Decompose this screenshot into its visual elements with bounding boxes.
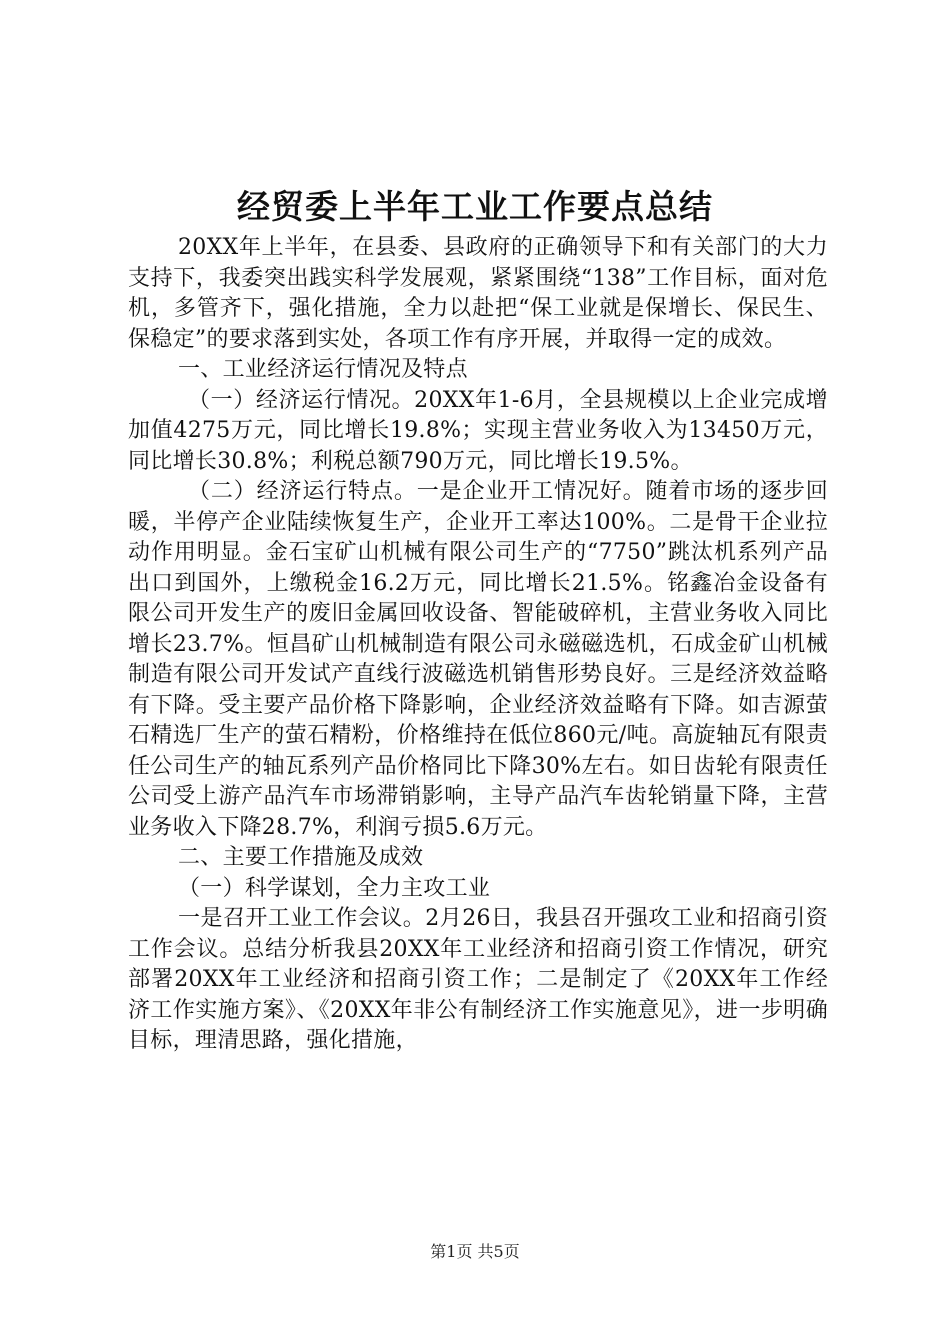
paragraph-operation-features: （二）经济运行特点。一是企业开工情况好。随着市场的逐步回暖，半停产企业陆续恢复生产，企业开工率达100%。二是骨干企业拉动作用明显。金石宝矿山机械有限公司生产的“7750”跳汰机系列产品出口到国外，上缴税金16.2万元，同比增长21.5%。铭鑫冶金设备有限公司开发生产的废旧金属回收设备、智能破碎机，主营业务收入同比增长23.7%。恒昌矿山机械制造有限公司永磁磁选机，石成金矿山机械制造有限公司开发试产直线行波磁选机销售形势良好。三是经济效益略有下降。受主要产品价格下降影响，企业经济效益略有下降。如吉源萤石精选厂生产的萤石精粉，价格维持在低位860元/吨。高旋轴瓦有限责任公司生产的轴瓦系列产品价格同比下降30%左右。如日齿轮有限责任公司受上游产品汽车市场滞销影响，主导产品汽车齿轮销量下降，主营业务收入下降28.7%，利润亏损5.6万元。	[128, 479, 828, 840]
paragraph-operation-status: （一）经济运行情况。20XX年1-6月，全县规模以上企业完成增加值4275万元，同比增长19.8%；实现主营业务收入为13450万元，同比增长30.8%；利税总额790万元，同比增长19.5%。	[128, 387, 828, 474]
section-heading-2: 二、主要工作措施及成效	[178, 845, 424, 870]
paragraph-measures: 一是召开工业工作会议。2月26日，我县召开强攻工业和招商引资工作会议。总结分析我县20XX年工业经济和招商引资工作情况，研究部署20XX年工业经济和招商引资工作；二是制定了《20XX年工作经济工作实施方案》、《20XX年非公有制经济工作实施意见》，进一步明确目标，理清思路，强化措施，	[128, 906, 828, 1053]
section-heading-1: 一、工业经济运行情况及特点	[178, 357, 468, 382]
subsection-heading-1: （一）科学谋划，全力主攻工业	[178, 875, 491, 901]
paragraph-intro: 20XX年上半年，在县委、县政府的正确领导下和有关部门的大力支持下，我委突出践实科学发展观，紧紧围绕“138”工作目标，面对危机，多管齐下，强化措施，全力以赴把“保工业就是保增长、保民生、保稳定”的要求落到实处，各项工作有序开展，并取得一定的成效。	[128, 235, 828, 352]
document-body	[128, 233, 828, 1057]
document-title: 经贸委上半年工业工作要点总结	[237, 187, 713, 226]
page-number-footer: 第1页 共5页	[430, 1242, 520, 1261]
